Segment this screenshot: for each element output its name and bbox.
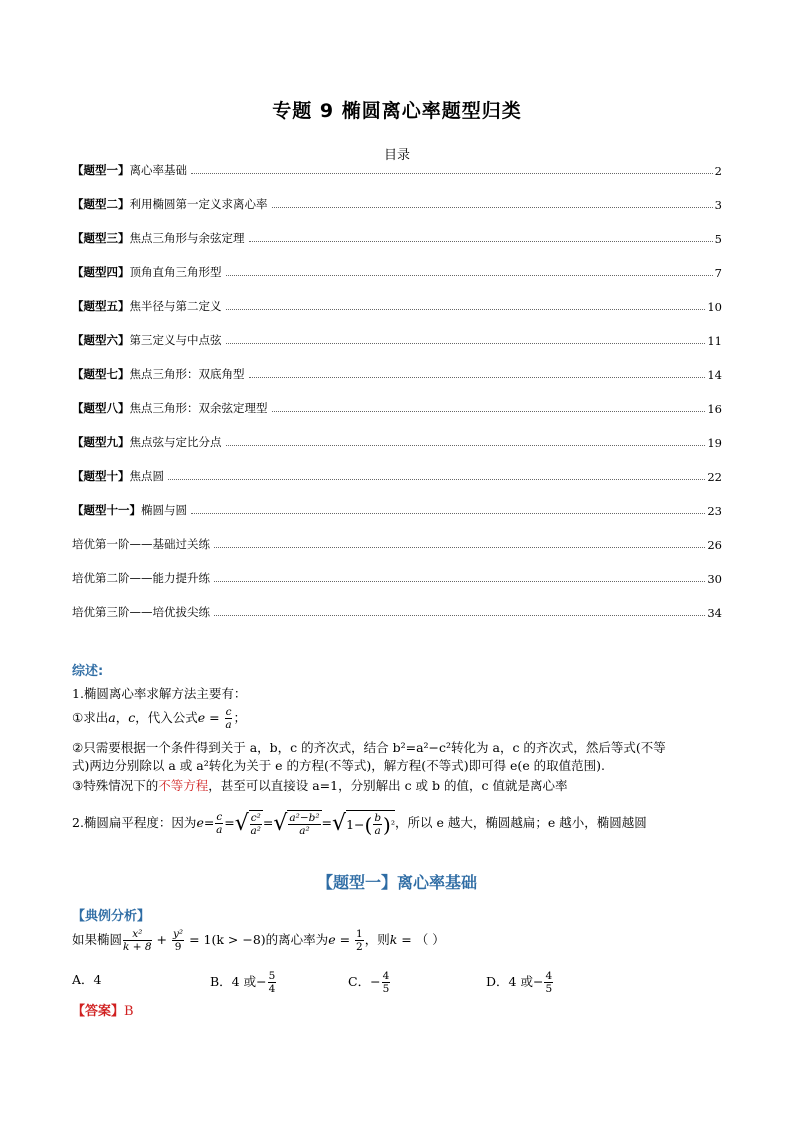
toc-item[interactable]: 培优第三阶——培优拔尖练 34: [72, 605, 722, 620]
method-3: ③特殊情况下的不等方程，甚至可以直接设 a=1，分别解出 c 或 b 的值，c 值就是离心率: [72, 778, 568, 793]
summary-line-2: 2.椭圆扁平程度：因为e= $\frac{c}{a}$ = √ $\frac{\text{c²}}{\text{a²}}$ = √ $\frac{\text{a²−b²}}{\text{a²}}$ = √ 1− ( $\frac{b}{a}$ ) ² ，所以 e 越大，椭圆越扁；e 越小，椭圆越圆: [72, 810, 647, 837]
toc-item[interactable]: 【题型十一】椭圆与圆 23: [72, 503, 722, 518]
answer: 【答案】B: [72, 1004, 134, 1019]
toc-item[interactable]: 培优第二阶——能力提升练 30: [72, 571, 722, 586]
toc-item[interactable]: 【题型十】焦点圆 22: [72, 469, 722, 484]
toc-item[interactable]: 【题型八】焦点三角形：双余弦定理型 16: [72, 401, 722, 416]
question: 如果椭圆 $\frac{\text{x²}}{k + 8}$ + $\frac{\text{y²}}{9}$ = 1(k > −8)的离心率为e = $\frac{1}{2}$ ，则k = （ ）: [72, 928, 445, 953]
method-1: ①求出a，c，代入公式e = $\frac{c}{a}$ ；: [72, 706, 246, 731]
method-2-line-1: ②只需要根据一个条件得到关于 a，b，c 的齐次式，结合 b²=a²−c²转化为 a，c 的齐次式，然后等式(不等: [72, 740, 666, 755]
option-d[interactable]: D．4 或− $\frac{4}{5}$: [486, 970, 553, 995]
example-heading: 【典例分析】: [72, 909, 151, 924]
option-b[interactable]: B．4 或− $\frac{5}{4}$: [210, 970, 276, 995]
summary-line-1: 1.椭圆离心率求解方法主要有：: [72, 686, 247, 701]
toc-item[interactable]: 培优第一阶——基础过关练 26: [72, 537, 722, 552]
toc-heading: 目录: [383, 148, 410, 163]
toc-item[interactable]: 【题型七】焦点三角形：双底角型 14: [72, 367, 722, 382]
sqrt-one-minus: √ 1− ( $\frac{b}{a}$ ) ²: [332, 810, 396, 837]
toc-item[interactable]: 【题型三】焦点三角形与余弦定理 5: [72, 231, 722, 246]
toc-item[interactable]: 【题型一】离心率基础 2: [72, 163, 722, 178]
toc-item[interactable]: 【题型四】顶角直角三角形型 7: [72, 265, 722, 280]
sqrt-diff: √ $\frac{\text{a²−b²}}{\text{a²}}$: [273, 810, 320, 837]
option-a[interactable]: A．4: [72, 972, 102, 987]
section-title: 【题型一】离心率基础: [316, 873, 477, 892]
page-title: 专题 9 椭圆离心率题型归类: [272, 100, 522, 122]
method-2-line-2: 式)两边分别除以 a 或 a²转化为关于 e 的方程(不等式)，解方程(不等式)即可得 e(e 的取值范围).: [72, 758, 606, 773]
toc-item[interactable]: 【题型九】焦点弦与定比分点 19: [72, 435, 722, 450]
fraction-c-over-a: $\frac{c}{a}$: [225, 706, 232, 731]
sqrt-c2-a2: √ $\frac{\text{c²}}{\text{a²}}$: [234, 810, 262, 837]
toc-item[interactable]: 【题型六】第三定义与中点弦 11: [72, 333, 722, 348]
toc-item[interactable]: 【题型五】焦半径与第二定义 10: [72, 299, 722, 314]
summary-heading: 综述:: [72, 664, 104, 679]
option-c[interactable]: C．− $\frac{4}{5}$: [348, 970, 390, 995]
toc-item[interactable]: 【题型二】利用椭圆第一定义求离心率 3: [72, 197, 722, 212]
